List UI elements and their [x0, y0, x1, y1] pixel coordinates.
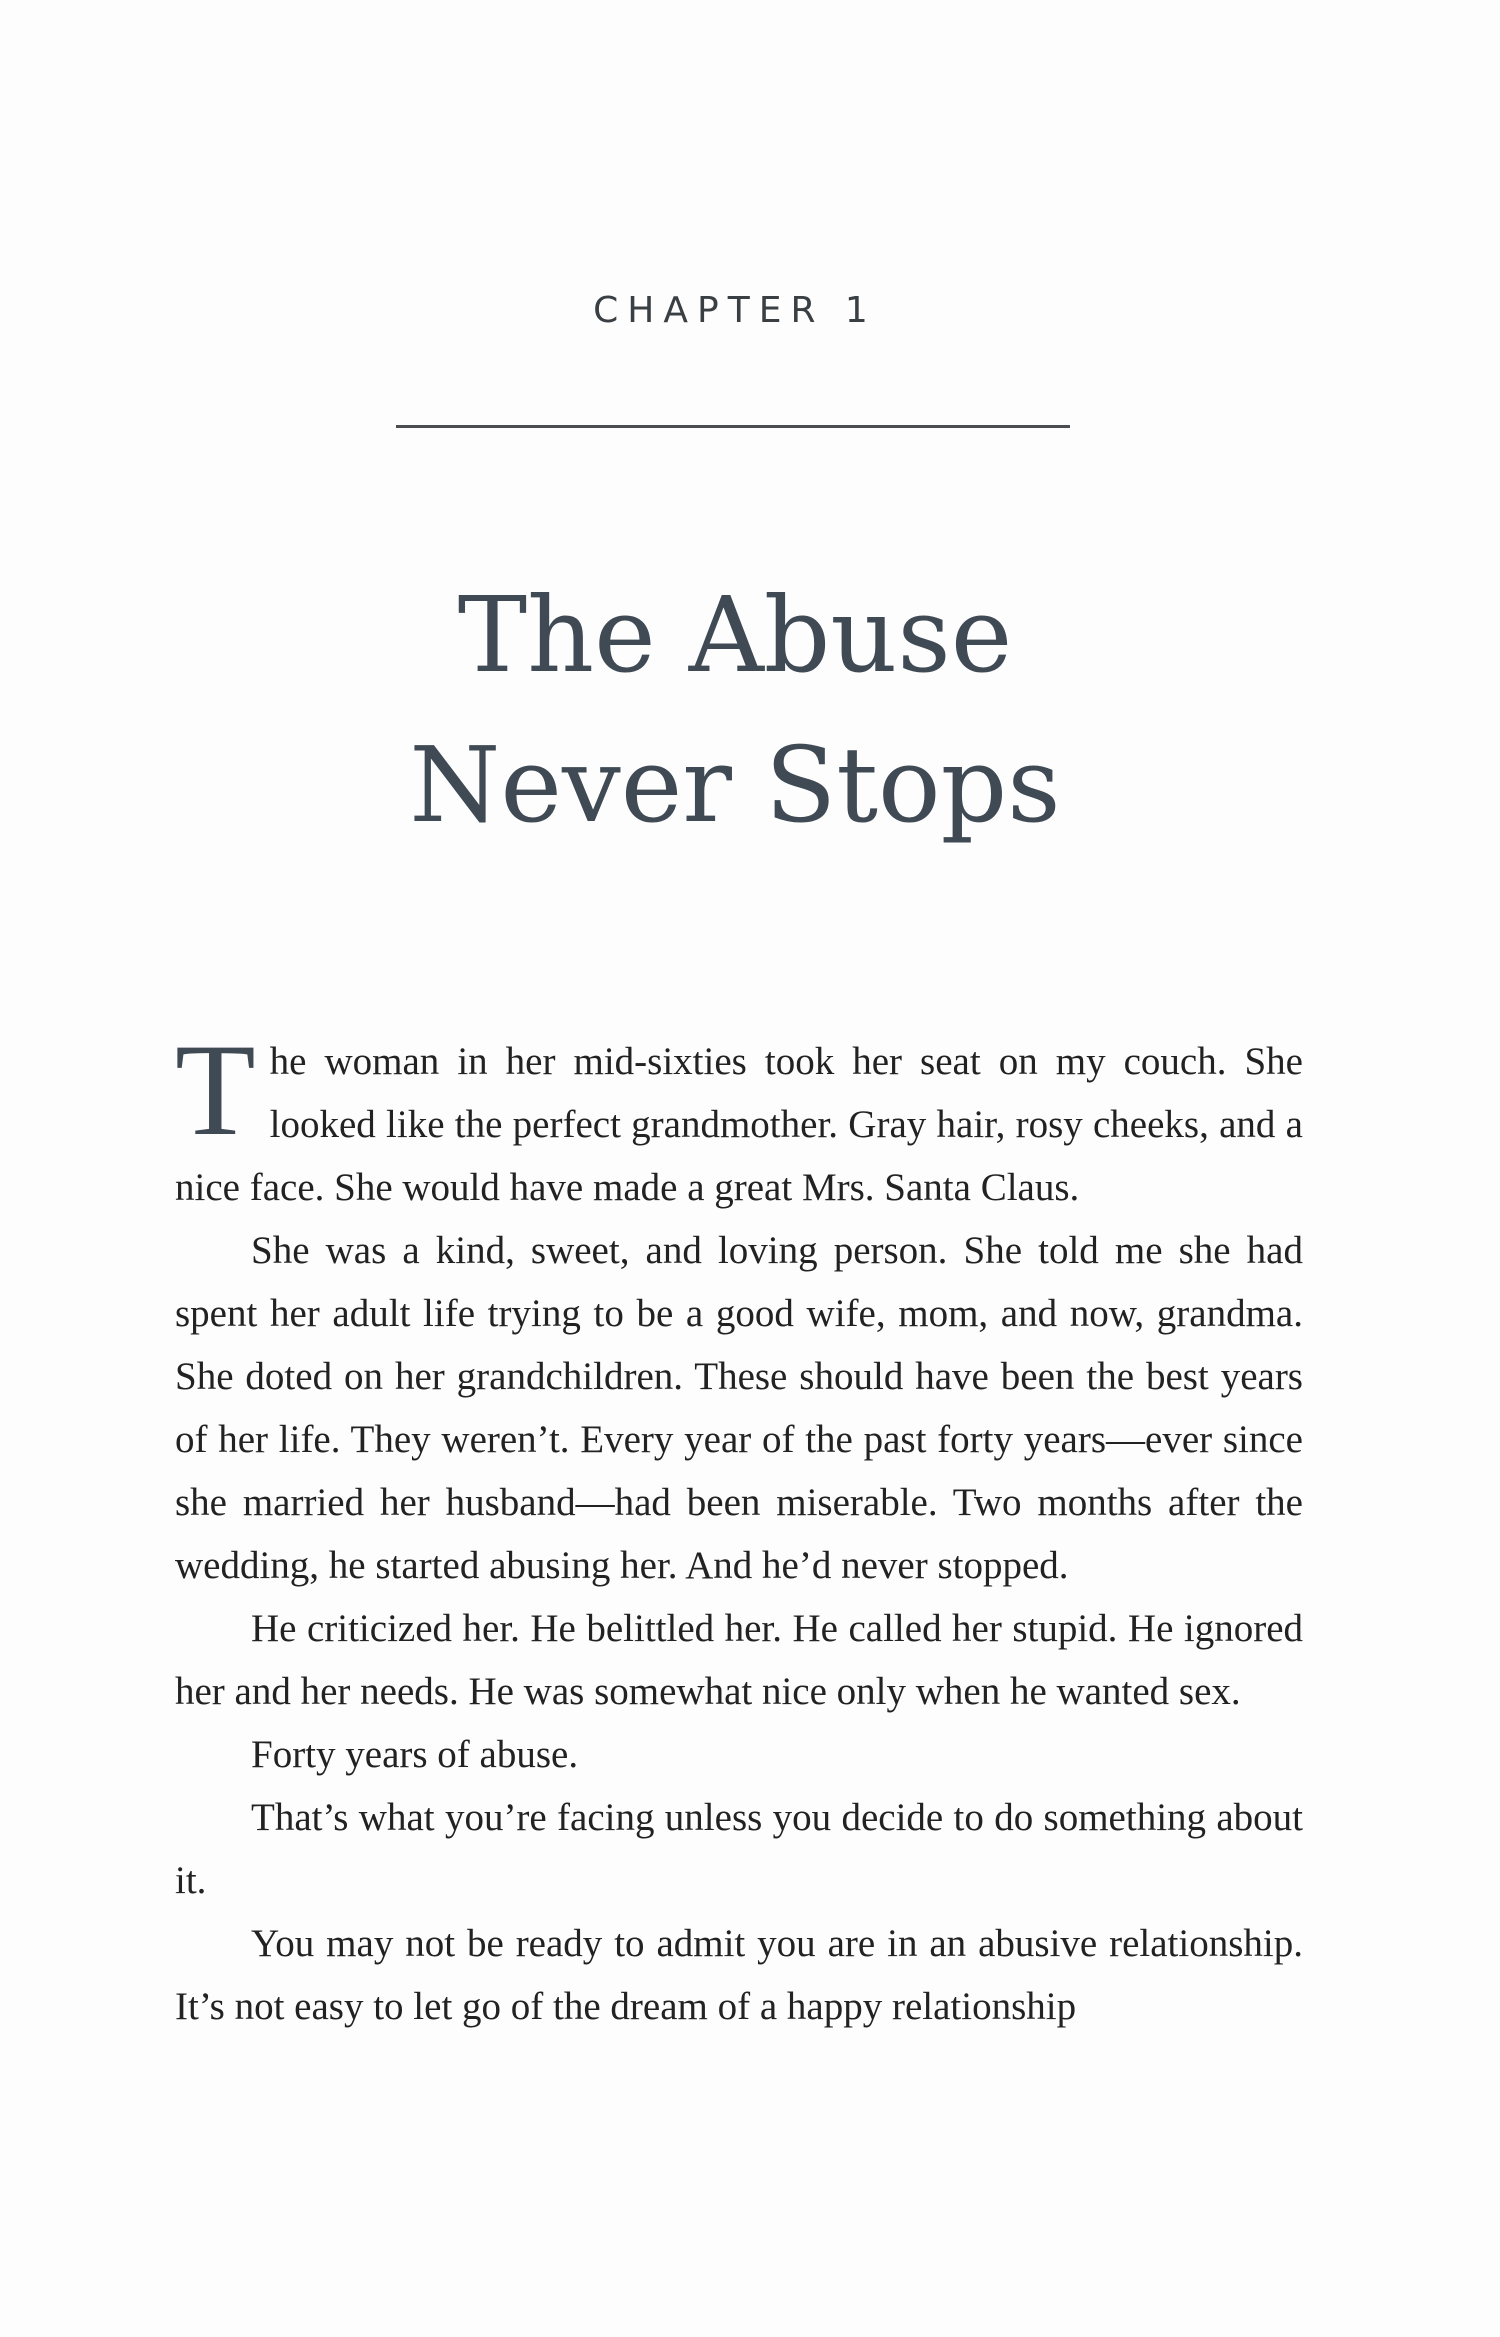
chapter-title-line-2: Never Stops — [409, 724, 1061, 846]
drop-cap: T — [175, 1016, 256, 1163]
chapter-title-line-1: The Abuse — [457, 574, 1013, 696]
paragraph-6: You may not be ready to admit you are in an abusive relationship. It’s not easy to let go of the dream of a happy relationship — [175, 1922, 1303, 2028]
body-text — [175, 1016, 1303, 2038]
chapter-label: CHAPTER 1 — [593, 290, 877, 331]
chapter-divider — [396, 425, 1070, 428]
paragraph-4: Forty years of abuse. — [251, 1733, 579, 1776]
chapter-title — [0, 560, 1470, 860]
paragraph-5: That’s what you’re facing unless you decide to do something about it. — [175, 1796, 1303, 1902]
paragraph-1 — [175, 1016, 1303, 1219]
paragraph-2: She was a kind, sweet, and loving person. She told me she had spent her adult life trying to be a good wife, mom, and now, grandma. She doted on her grandchildren. These should have been the best years of her life. They weren’t. Every year of the past forty years—ever since she married her husband—had been miserable. Two months after the wedding, he started abusing her. And he’d never stopped. — [175, 1229, 1303, 1587]
paragraph-3: He criticized her. He belittled her. He called her stupid. He ignored her and her needs. He was somewhat nice only when he wanted sex. — [175, 1607, 1303, 1713]
paragraph-1-text: he woman in her mid-sixties took her seat on my couch. She looked like the perfect grandmother. Gray hair, rosy cheeks, and a nice face. She would have made a great Mrs. Santa Claus. — [175, 1040, 1303, 1209]
